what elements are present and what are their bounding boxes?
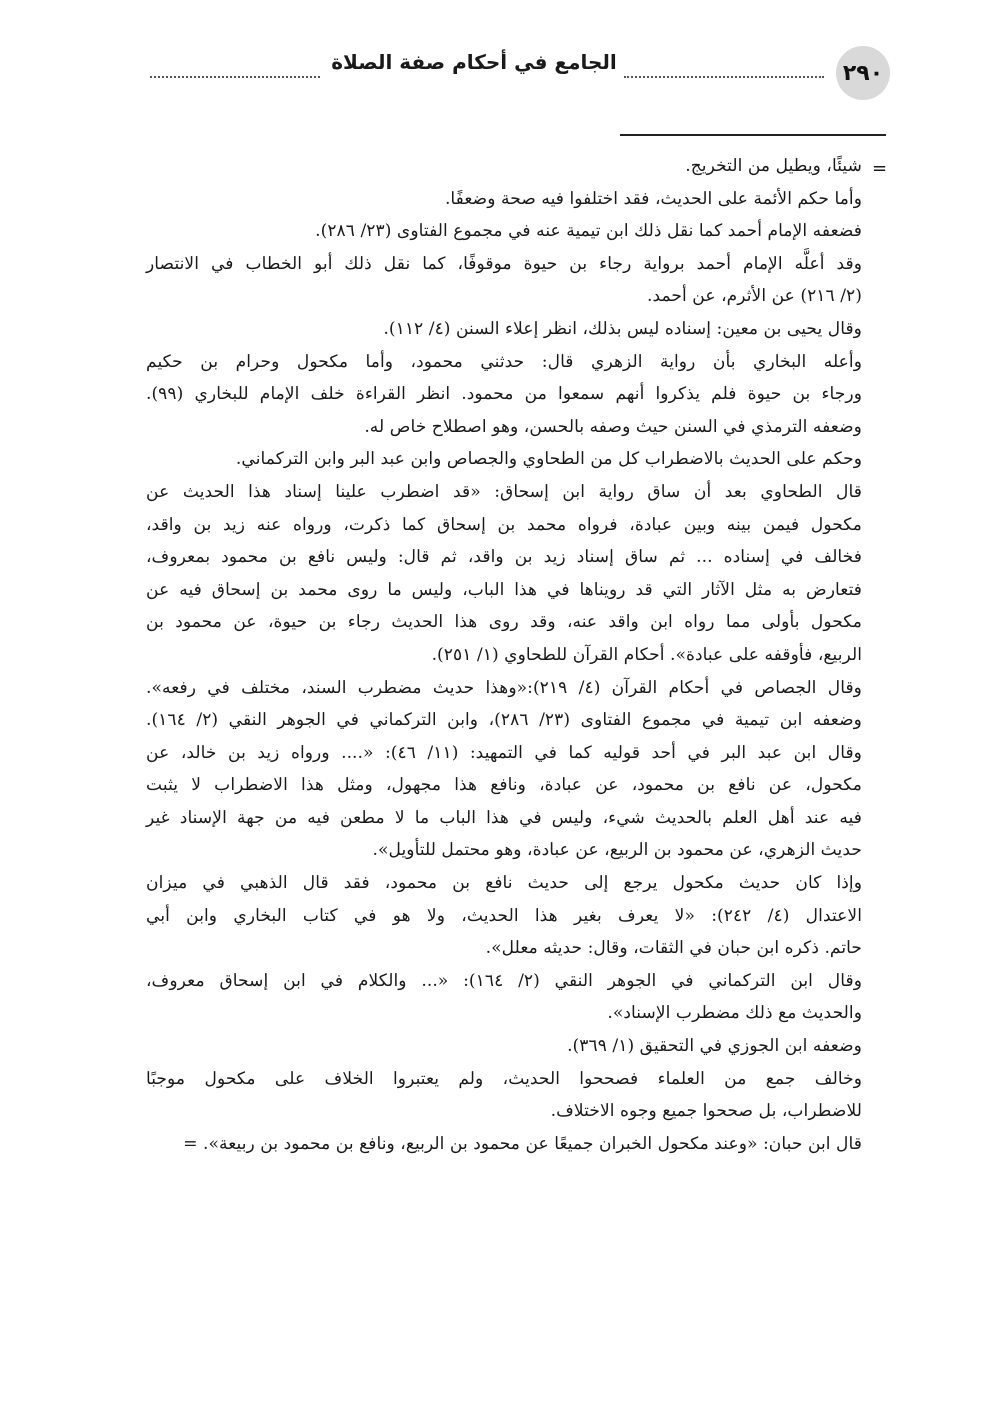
text-line: مكحول، عن نافع بن محمود، عن عبادة، ونافع هذا مجهول، ومثل هذا الاضطراب لا يثبت [146,775,862,796]
text-line: وخالف جمع من العلماء فصححوا الحديث، ولم يعتبروا الخلاف على مكحول موجبًا [146,1068,862,1089]
text-line: وحكم على الحديث بالاضطراب كل من الطحاوي والجصاص وابن عبد البر وابن التركماني. [235,449,862,470]
text-line: مكحول فيمن بينه وبين عبادة، فرواه محمد بن إسحاق كما ذكرت، ورواه عنه زيد بن واقد، [146,514,862,535]
text-line: وقال يحيى بن معين: إسناده ليس بذلك، انظر إعلاء السنن (٤/ ١١٢). [383,318,862,339]
text-line: الاعتدال (٤/ ٢٤٢): «لا يعرف بغير هذا الحديث، ولا هو في كتاب البخاري وابن أبي [146,905,862,926]
header-dotted-leader-left [150,60,320,78]
text-line: والحديث مع ذلك مضطرب الإسناد». [607,1003,862,1024]
text-line: شيئًا، ويطيل من التخريج. [685,156,862,176]
running-header-title: الجامع في أحكام صفة الصلاة [331,50,617,74]
text-line: وقال ابن عبد البر في أحد قوليه كما في التمهيد: (١١/ ٤٦): «.... ورواه زيد بن خالد، عن [146,742,862,763]
text-line: وقال ابن التركماني في الجوهر النقي (٢/ ١٦٤): «... والكلام في ابن إسحاق معروف، [146,970,863,991]
text-line: قال ابن حبان: «وعند مكحول الخبران جميعًا عن محمود بن الربيع، ونافع بن محمود بن ربيعة». = [183,1133,862,1154]
text-line: ورجاء بن حيوة فلم يذكروا أنهم سمعوا من محمود. انظر القراءة خلف الإمام للبخاري (٩٩). [146,384,862,405]
text-line: وقال الجصاص في أحكام القرآن (٤/ ٢١٩):«وهذا حديث مضطرب السند، مختلف في رفعه». [146,677,862,698]
text-line: حديث الزهري، عن محمود بن الربيع، عن عبادة، وهو محتمل للتأويل». [372,840,862,861]
text-line: وأما حكم الأئمة على الحديث، فقد اختلفوا فيه صحة وضعفًا. [444,188,862,209]
text-line: وإذا كان حديث مكحول يرجع إلى حديث نافع بن محمود، فقد قال الذهبي في ميزان [146,873,862,894]
footnote-text-block [146,150,862,1160]
text-line: مكحول بأولى مما رواه ابن واقد عنه، وقد روى هذا الحديث رجاء بن حيوة، عن محمود بن [146,612,862,633]
text-line: فيه عند أهل العلم بالحديث شيء، وليس في هذا الباب ما لا مطعن فيه من جهة الإسناد غير [146,807,862,828]
text-line: وضعفه ابن الجوزي في التحقيق (١/ ٣٦٩). [567,1036,862,1057]
footnote-separator-line [620,134,886,136]
text-line: الربيع، فأوقفه على عبادة». أحكام القرآن للطحاوي (١/ ٢٥١). [431,644,862,665]
text-line: فتعارض به مثل الآثار التي قد رويناها في هذا الباب، وليس ما روى محمد بن إسحاق فيه عن [146,579,862,600]
header-dotted-leader-right [624,60,824,78]
text-line: وقد أعلَّه الإمام أحمد برواية رجاء بن حيوة موقوفًا، كما نقل ذلك أبو الخطاب في الانتصار [146,253,862,274]
text-line: حاتم. ذكره ابن حبان في الثقات، وقال: حديثه معلل». [485,938,862,959]
text-line: قال الطحاوي بعد أن ساق رواية ابن إسحاق: «قد اضطرب علينا إسناد هذا الحديث عن [146,481,862,502]
text-line: وأعله البخاري بأن رواية الزهري قال: حدثني محمود، وأما مكحول وحرام بن حكيم [146,351,862,372]
text-line: فضعفه الإمام أحمد كما نقل ذلك ابن تيمية عنه في مجموع الفتاوى (٢٣/ ٢٨٦). [315,221,862,242]
text-line: للاضطراب، بل صححوا جميع وجوه الاختلاف. [550,1101,862,1122]
text-line: وضعفه ابن تيمية في مجموع الفتاوى (٢٣/ ٢٨٦)، وابن التركماني في الجوهر النقي (٢/ ١٦٤). [146,710,862,731]
text-line: فخالف في إسناده ... ثم ساق إسناد زيد بن واقد، ثم قال: وليس نافع بن محمود بمعروف، [146,547,862,568]
text-line: وضعفه الترمذي في السنن حيث وصفه بالحسن، وهو اصطلاح خاص له. [364,416,862,437]
text-line: (٢/ ٢١٦) عن الأثرم، عن أحمد. [646,286,862,307]
footnote-continuation-mark: = [872,158,888,179]
page-number-badge: ٢٩٠ [836,46,890,100]
